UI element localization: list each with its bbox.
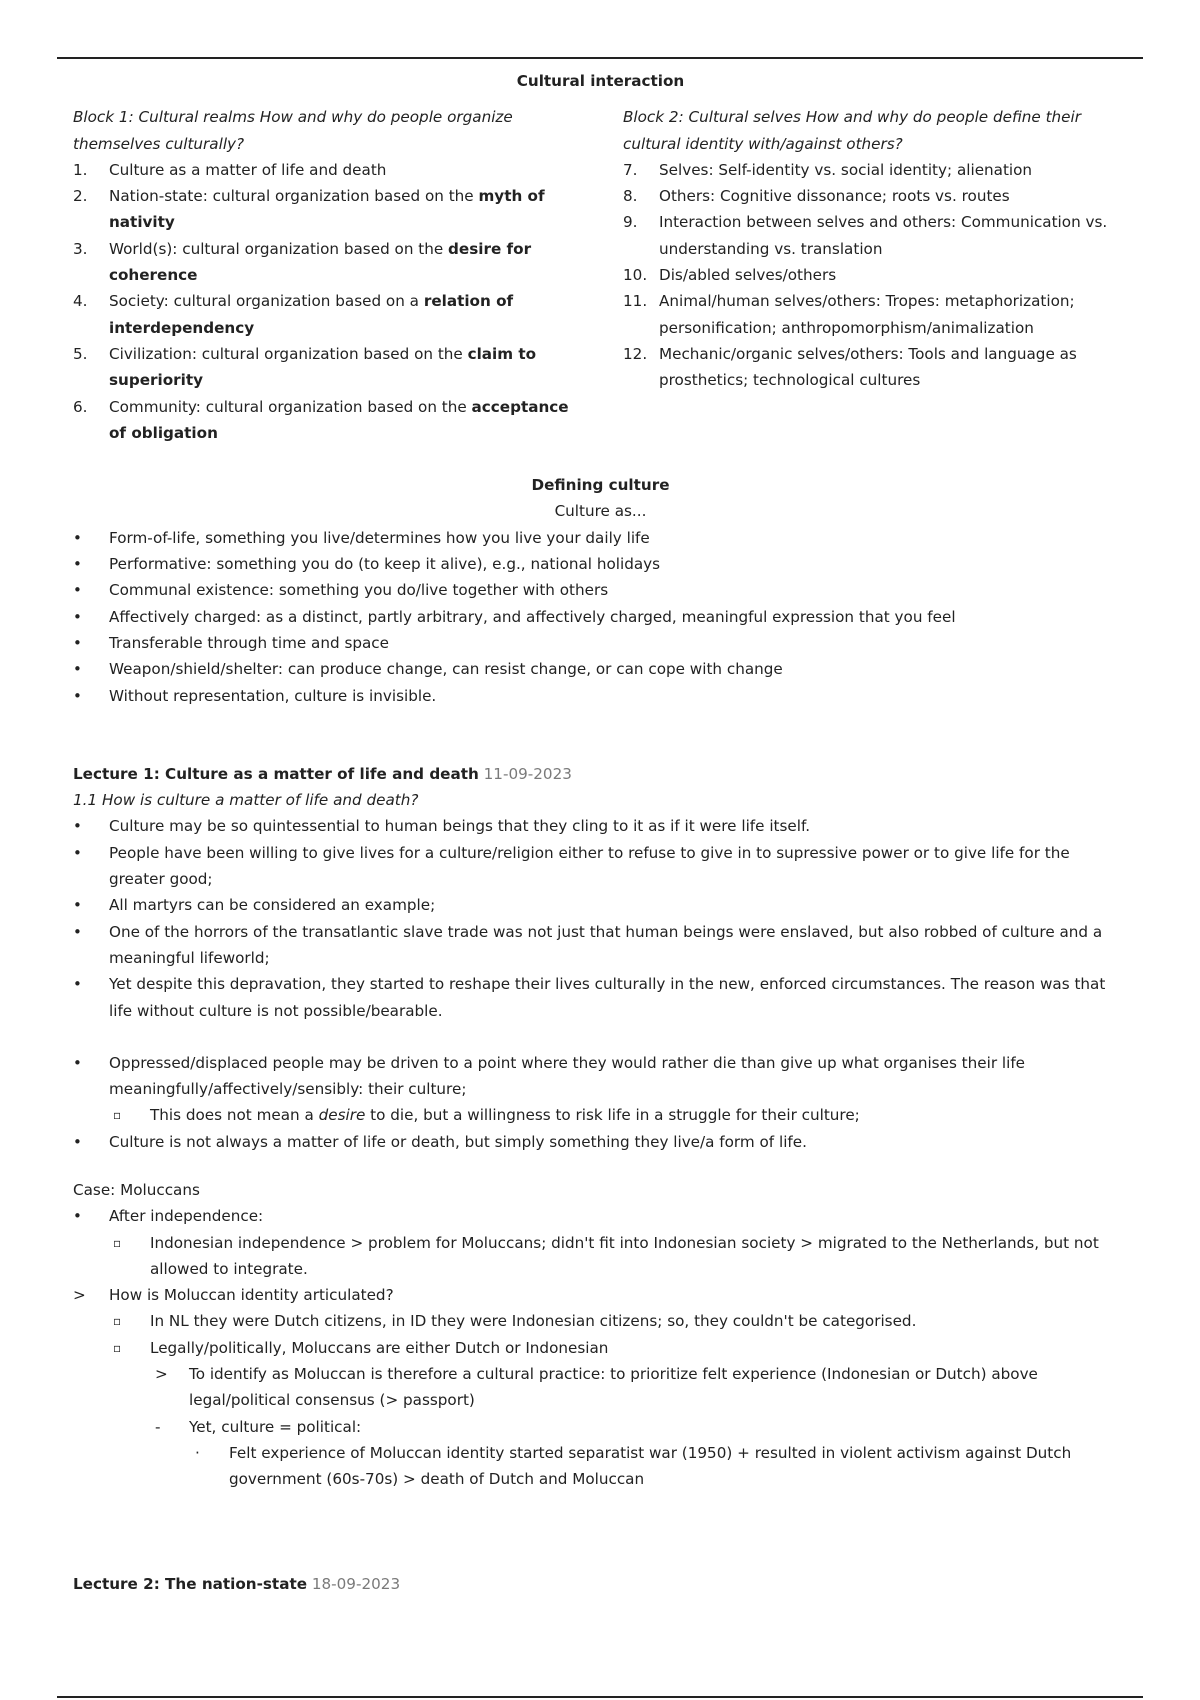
list-item xyxy=(73,341,583,394)
item-number: 12. xyxy=(623,344,648,363)
item-number: 9. xyxy=(623,213,638,232)
item-number: 4. xyxy=(73,292,88,311)
item-text: To identify as Moluccan is therefore a cultural practice: to prioritize felt experience (Indonesian or Dutch) above legal/political consensus (> passport) xyxy=(189,1365,1038,1410)
list-item: • Culture may be so quintessential to human beings that they cling to it as if it were life itself. xyxy=(73,813,1128,839)
item-number: 6. xyxy=(73,397,88,416)
document-title: Cultural interaction xyxy=(516,72,685,90)
section-subheading: Culture as... xyxy=(554,502,647,521)
item-text: Mechanic/organic selves/others: Tools and language as prosthetics; technological cultures xyxy=(659,344,1077,390)
lecture-date: 18-09-2023 xyxy=(311,1574,401,1593)
arrow-marker: > xyxy=(155,1365,168,1384)
list-item: • Performative: something you do (to keep it alive), e.g., national holidays xyxy=(73,551,1128,577)
block-2-list xyxy=(623,157,1128,394)
list-item xyxy=(623,157,1128,183)
list-item xyxy=(73,157,583,183)
block-1-heading: Block 1: Cultural realms How and why do people organize themselves culturally? xyxy=(73,108,513,153)
list-item xyxy=(623,288,1128,341)
item-number: 10. xyxy=(623,266,648,285)
dot-list-item xyxy=(73,1440,1128,1493)
lecture-date: 11-09-2023 xyxy=(483,764,572,783)
arrow-list-item xyxy=(73,1361,1128,1414)
item-text: World(s): cultural organization based on the xyxy=(109,239,449,258)
list-item: • Affectively charged: as a distinct, partly arbitrary, and affectively charged, meaningful expression that you feel xyxy=(73,604,1128,630)
item-text: to die, but a willingness to risk life in a struggle for their culture; xyxy=(365,1106,860,1125)
list-item: • One of the horrors of the transatlantic slave trade was not just that human beings were enslaved, but also robbed of culture and a meaningful lifeworld; xyxy=(73,919,1128,972)
defining-list xyxy=(73,525,1128,709)
list-item: • Transferable through time and space xyxy=(73,630,1128,656)
case-list xyxy=(73,1203,1128,1492)
block-2-heading: Block 2: Cultural selves How and why do people define their cultural identity with/against others? xyxy=(623,108,1081,153)
dash-marker: - xyxy=(155,1417,161,1436)
list-item: • Communal existence: something you do/live together with others xyxy=(73,577,1128,603)
arrow-list-item xyxy=(73,1282,1128,1308)
list-item: • Culture is not always a matter of life or death, but simply something they live/a form of life. xyxy=(73,1129,1128,1155)
section-heading: Defining culture xyxy=(531,476,670,495)
item-text: Selves: Self-identity vs. social identity; alienation xyxy=(659,160,1033,179)
item-text: Animal/human selves/others: Tropes: metaphorization; personification; anthropomorphism/animalization xyxy=(659,292,1075,337)
sub-list-item xyxy=(73,1102,1128,1128)
list-item xyxy=(73,288,583,341)
lecture-1-list-2 xyxy=(73,1050,1128,1155)
item-text: Community: cultural organization based on the xyxy=(109,397,472,416)
list-item xyxy=(623,341,1128,394)
list-item: • All martyrs can be considered an example; xyxy=(73,892,1128,918)
item-text: Nation-state: cultural organization based on the xyxy=(109,187,479,206)
lecture-2-heading xyxy=(73,1571,1128,1597)
list-item: • Without representation, culture is invisible. xyxy=(73,683,1128,709)
sub-list-item: ▫ Indonesian independence > problem for Moluccans; didn't fit into Indonesian society > migrated to the Netherlands, but not allowed to integrate. xyxy=(73,1230,1128,1283)
document-page xyxy=(73,68,1128,1597)
case-heading: Case: Moluccans xyxy=(73,1180,200,1199)
block-1 xyxy=(73,104,583,446)
list-item xyxy=(73,183,583,236)
list-item: • People have been willing to give lives for a culture/religion either to refuse to give in to supressive power or to give life for the greater good; xyxy=(73,840,1128,893)
sub-list-item: ▫ In NL they were Dutch citizens, in ID they were Indonesian citizens; so, they couldn't be categorised. xyxy=(73,1308,1128,1334)
list-item xyxy=(73,394,583,447)
item-text: Others: Cognitive dissonance; roots vs. routes xyxy=(659,187,1010,206)
bottom-rule xyxy=(57,1696,1143,1698)
top-rule xyxy=(57,57,1143,59)
lecture-1-list xyxy=(73,813,1128,1023)
item-number: 8. xyxy=(623,187,638,206)
item-text: Yet, culture = political: xyxy=(189,1417,362,1436)
list-item: • Weapon/shield/shelter: can produce change, can resist change, or can cope with change xyxy=(73,656,1128,682)
sub-list-item: ▫ Legally/politically, Moluccans are either Dutch or Indonesian xyxy=(73,1335,1128,1361)
list-item: • After independence: xyxy=(73,1203,1128,1229)
item-text: Civilization: cultural organization based on the xyxy=(109,344,468,363)
item-bold: acceptance of obligation xyxy=(109,397,569,442)
item-bold: myth of nativity xyxy=(109,187,545,232)
list-item xyxy=(623,209,1128,262)
item-text: How is Moluccan identity articulated? xyxy=(109,1286,394,1305)
dash-list-item xyxy=(73,1414,1128,1440)
blocks-overview xyxy=(73,104,1128,446)
item-text: Dis/abled selves/others xyxy=(659,266,837,285)
lecture-title: Lecture 1: Culture as a matter of life and death xyxy=(73,764,479,783)
lecture-heading xyxy=(73,761,1128,787)
item-number: 7. xyxy=(623,160,638,179)
item-bold: desire for coherence xyxy=(109,239,532,285)
item-text: Felt experience of Moluccan identity started separatist war (1950) + resulted in violent activism against Dutch government (60s-70s) > death of Dutch and Moluccan xyxy=(229,1443,1072,1489)
list-item xyxy=(623,183,1128,209)
item-emphasis: desire xyxy=(318,1106,366,1125)
item-number: 2. xyxy=(73,187,88,206)
lecture-title: Lecture 2: The nation-state xyxy=(73,1574,308,1593)
block-2 xyxy=(623,104,1128,446)
item-number: 3. xyxy=(73,239,88,258)
list-item: • Form-of-life, something you live/determines how you live your daily life xyxy=(73,525,1128,551)
item-text: Interaction between selves and others: Communication vs. understanding vs. translation xyxy=(659,213,1108,258)
list-item xyxy=(73,236,583,289)
dot-marker: · xyxy=(195,1443,200,1462)
list-item xyxy=(623,262,1128,288)
item-text: Society: cultural organization based on a xyxy=(109,292,424,311)
block-1-list xyxy=(73,157,583,446)
item-text: Culture as a matter of life and death xyxy=(109,160,387,179)
item-number: 1. xyxy=(73,160,88,179)
lecture-question: 1.1 How is culture a matter of life and death? xyxy=(73,791,419,810)
arrow-marker: > xyxy=(73,1286,86,1305)
list-item: • Oppressed/displaced people may be driven to a point where they would rather die than give up what organises their life meaningfully/affectively/sensibly: their culture; xyxy=(73,1050,1128,1103)
item-bold: relation of interdependency xyxy=(109,292,514,337)
case-moluccans xyxy=(73,1177,1128,1493)
lecture-1-section xyxy=(73,761,1128,1493)
item-number: 5. xyxy=(73,344,88,363)
defining-culture-section xyxy=(73,472,1128,709)
list-item: • Yet despite this depravation, they started to reshape their lives culturally in the new, enforced circumstances. The reason was that life without culture is not possible/bearable. xyxy=(73,971,1128,1024)
item-text: This does not mean a xyxy=(150,1106,319,1125)
item-bold: claim to superiority xyxy=(109,344,537,390)
item-number: 11. xyxy=(623,292,648,311)
